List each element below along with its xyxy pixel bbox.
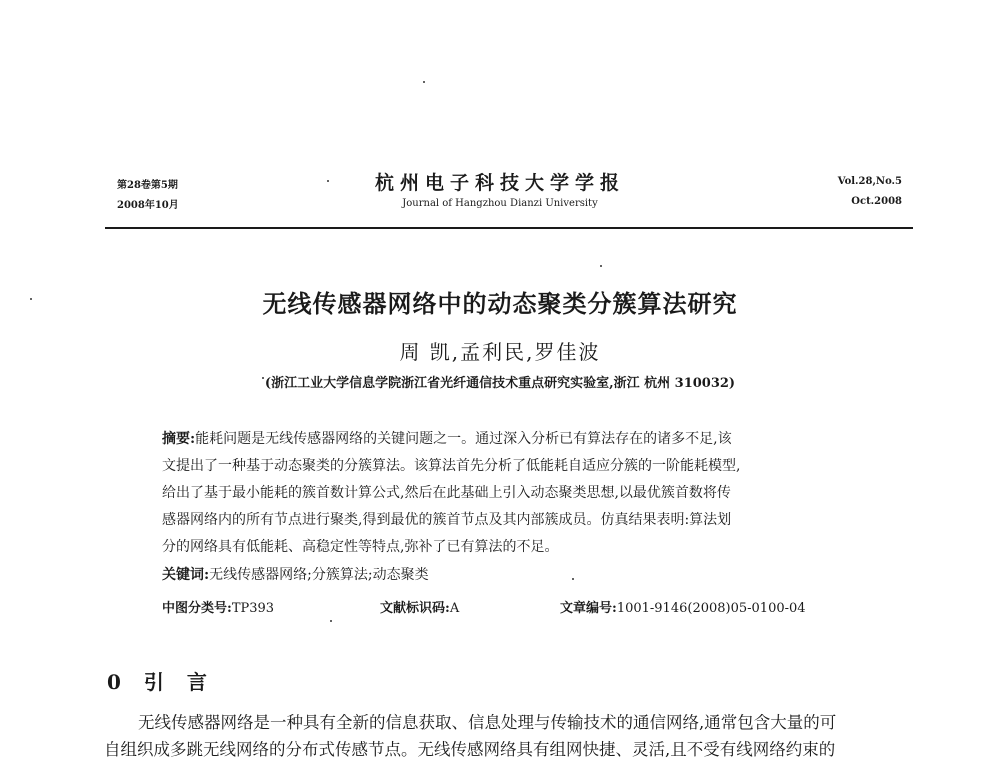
abstract-line: 文提出了一种基于动态聚类的分簇算法。该算法首先分析了低能耗自适应分簇的一阶能耗模型, bbox=[162, 458, 741, 474]
article-title: 无线传感器网络中的动态聚类分簇算法研究 bbox=[262, 289, 738, 318]
volume-issue-en: Vol.28,No.5 bbox=[837, 176, 902, 187]
abstract-label: 摘要: bbox=[162, 431, 196, 447]
keywords-label: 关键词: bbox=[162, 567, 210, 583]
abstract-line: 感器网络内的所有节点进行聚类,得到最优的簇首节点及其内部簇成员。仿真结果表明:算法划 bbox=[162, 512, 732, 528]
scan-speck bbox=[600, 265, 602, 267]
article-number: 文章编号:1001-9146(2008)05-0100-04 bbox=[560, 601, 806, 616]
keywords bbox=[162, 562, 852, 589]
date-cn: 2008年10月 bbox=[117, 200, 179, 211]
document-code: 文献标识码:A bbox=[380, 601, 460, 616]
abstract-line: 摘要:能耗问题是无线传感器网络的关键问题之一。通过深入分析已有算法存在的诸多不足,该 bbox=[162, 431, 732, 447]
keywords-text: 无线传感器网络;分簇算法;动态聚类 bbox=[209, 567, 429, 583]
header-rule bbox=[105, 227, 913, 229]
date-en: Oct.2008 bbox=[851, 196, 902, 207]
scan-speck bbox=[330, 620, 332, 622]
author-list: 周 凯,孟利民,罗佳波 bbox=[399, 340, 601, 364]
volume-issue-cn: 第28卷第5期 bbox=[117, 180, 178, 191]
body-line: 无线传感器网络是一种具有全新的信息获取、信息处理与传输技术的通信网络,通常包含大量的可 bbox=[138, 713, 837, 732]
journal-subtitle: Journal of Hangzhou Dianzi University bbox=[402, 198, 598, 209]
abstract-line: 分的网络具有低能耗、高稳定性等特点,弥补了已有算法的不足。 bbox=[162, 539, 559, 555]
journal-title: 杭州电子科技大学学报 bbox=[374, 172, 625, 194]
affiliation: (浙江工业大学信息学院浙江省光纤通信技术重点研究实验室,浙江 杭州 310032) bbox=[264, 376, 736, 391]
scan-speck bbox=[423, 81, 425, 83]
abstract-line: 给出了基于最小能耗的簇首数计算公式,然后在此基础上引入动态聚类思想,以最优簇首数将传 bbox=[162, 485, 731, 501]
section-heading: 0 引 言 bbox=[107, 670, 215, 694]
body-line: 自组织成多跳无线网络的分布式传感节点。无线传感网络具有组网快捷、灵活,且不受有线网络约束的 bbox=[104, 740, 836, 759]
clc-number: 中图分类号:TP393 bbox=[162, 601, 275, 616]
